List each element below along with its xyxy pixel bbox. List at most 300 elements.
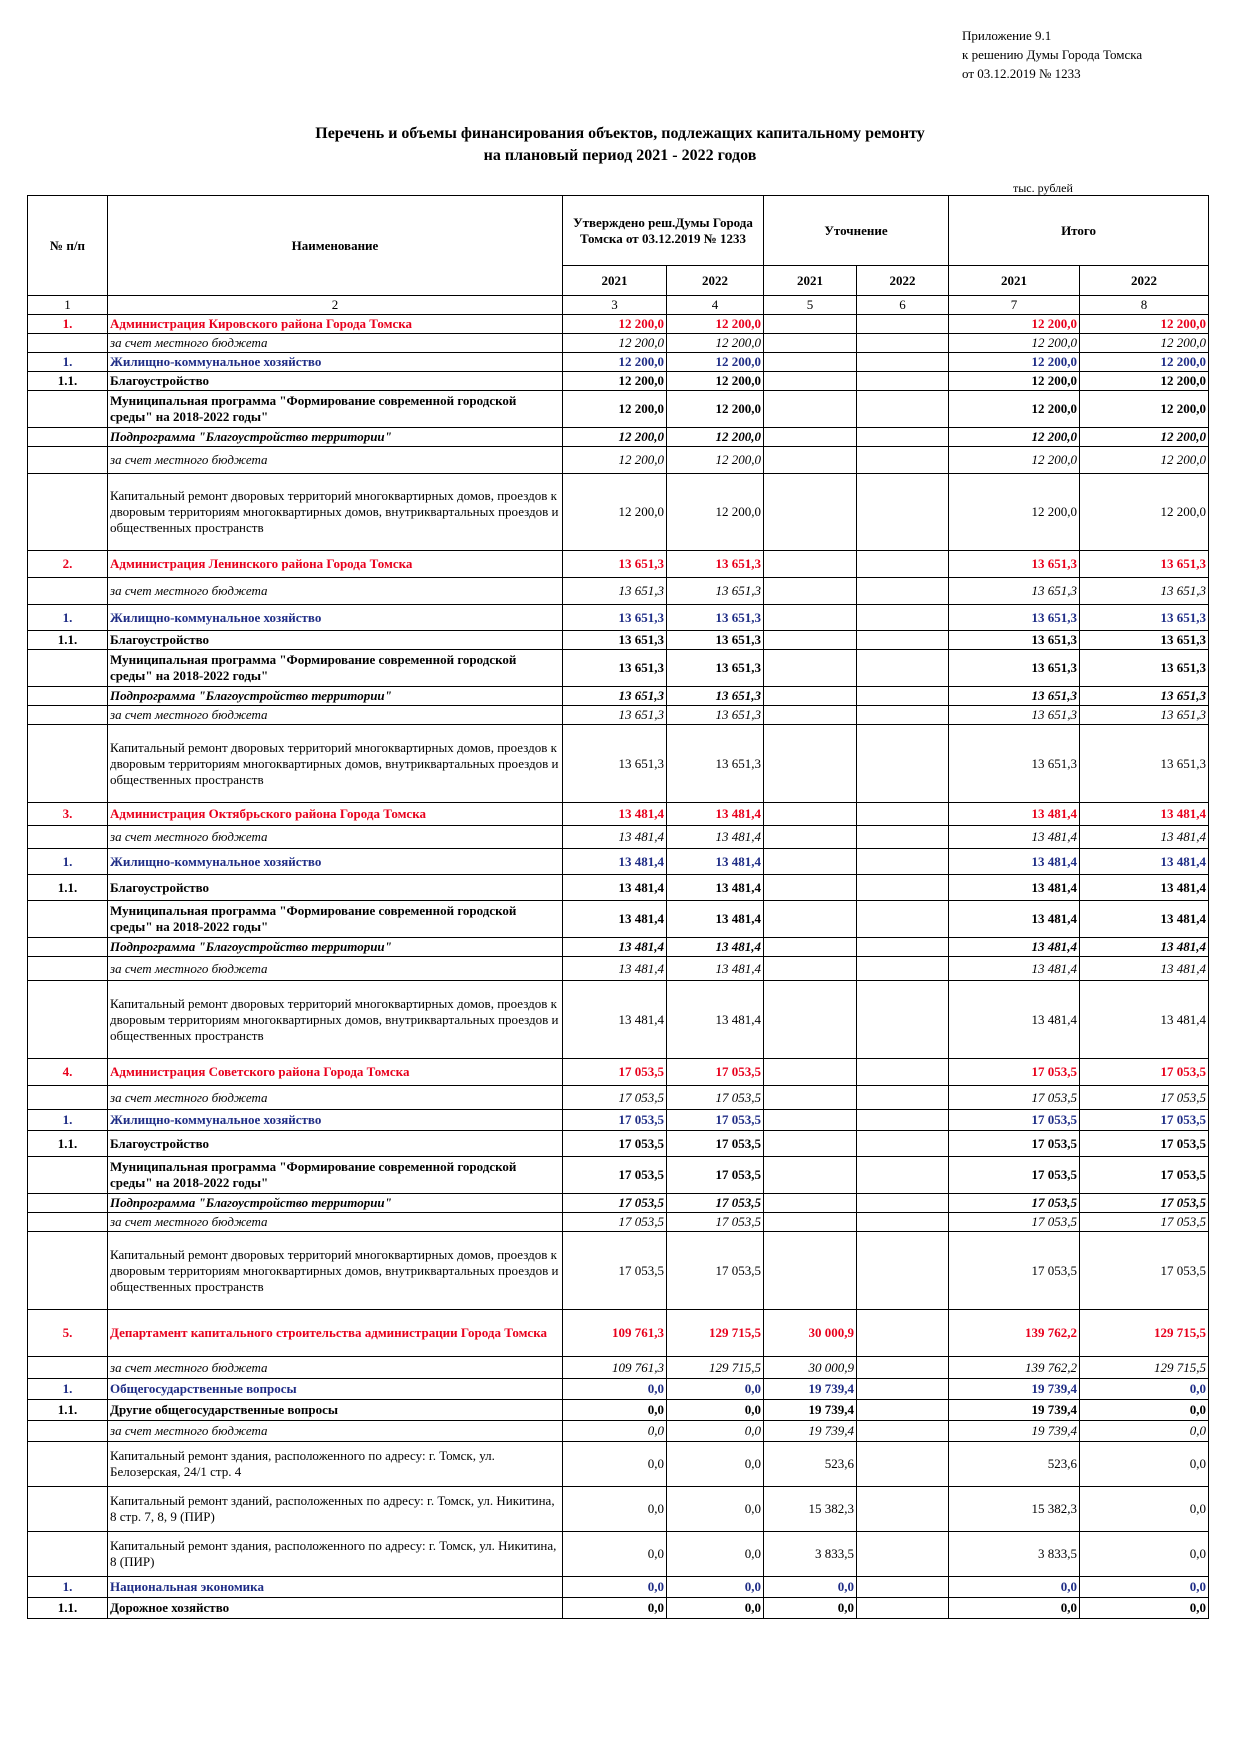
- clarification-2022: [857, 1598, 949, 1619]
- total-2021: 19 739,4: [949, 1400, 1080, 1421]
- total-2022: 13 481,4: [1080, 938, 1209, 957]
- clarification-2022: [857, 1310, 949, 1357]
- row-number: 1.1.: [28, 1598, 108, 1619]
- row-name: за счет местного бюджета: [108, 447, 563, 474]
- table-row: [28, 1131, 1209, 1157]
- approved-2021: 13 481,4: [563, 901, 667, 938]
- total-2021: 13 651,3: [949, 706, 1080, 725]
- approved-2021: 0,0: [563, 1532, 667, 1577]
- approved-2022: 13 481,4: [667, 849, 764, 875]
- appendix-line-1: Приложение 9.1: [962, 28, 1052, 43]
- approved-2022: 129 715,5: [667, 1310, 764, 1357]
- clarification-2021: [764, 901, 857, 938]
- row-name: Муниципальная программа "Формирование современной городской среды" на 2018-2022 годы": [108, 391, 563, 428]
- row-number: [28, 826, 108, 849]
- total-2021: 13 651,3: [949, 650, 1080, 687]
- table-row: [28, 391, 1209, 428]
- clarification-2021: [764, 803, 857, 826]
- approved-2022: 13 651,3: [667, 706, 764, 725]
- column-number: 4: [667, 296, 764, 315]
- total-2021: 17 053,5: [949, 1157, 1080, 1194]
- row-number: 1.: [28, 849, 108, 875]
- total-2021: 13 651,3: [949, 725, 1080, 803]
- total-2022: 17 053,5: [1080, 1157, 1209, 1194]
- row-name: Департамент капитального строительства администрации Города Томска: [108, 1310, 563, 1357]
- row-number: [28, 1213, 108, 1232]
- total-2022: 0,0: [1080, 1442, 1209, 1487]
- total-2022: 13 651,3: [1080, 706, 1209, 725]
- approved-2021: 17 053,5: [563, 1086, 667, 1110]
- approved-2022: 13 651,3: [667, 725, 764, 803]
- appendix-line-2: к решению Думы Города Томска: [962, 47, 1143, 62]
- row-name: за счет местного бюджета: [108, 957, 563, 981]
- total-2022: 17 053,5: [1080, 1131, 1209, 1157]
- approved-2022: 0,0: [667, 1532, 764, 1577]
- row-number: [28, 1357, 108, 1379]
- clarification-2021: [764, 372, 857, 391]
- title-line-2: на плановый период 2021 - 2022 годов: [483, 147, 757, 164]
- table-row: [28, 901, 1209, 938]
- approved-2021: 0,0: [563, 1487, 667, 1532]
- total-2022: 12 200,0: [1080, 353, 1209, 372]
- clarification-2022: [857, 706, 949, 725]
- clarification-2022: [857, 826, 949, 849]
- approved-2022: 12 200,0: [667, 372, 764, 391]
- total-2022: 12 200,0: [1080, 391, 1209, 428]
- row-name: Администрация Кировского района Города Томска: [108, 315, 563, 334]
- approved-2022: 17 053,5: [667, 1194, 764, 1213]
- clarification-2021: [764, 1194, 857, 1213]
- table-row: [28, 578, 1209, 605]
- table-row: [28, 981, 1209, 1059]
- clarification-2021: [764, 578, 857, 605]
- approved-2021: 13 651,3: [563, 706, 667, 725]
- row-number: 1.: [28, 1577, 108, 1598]
- clarification-2022: [857, 1487, 949, 1532]
- row-name: Муниципальная программа "Формирование современной городской среды" на 2018-2022 годы": [108, 650, 563, 687]
- row-name: Муниципальная программа "Формирование современной городской среды" на 2018-2022 годы": [108, 1157, 563, 1194]
- row-number: [28, 938, 108, 957]
- table-row: [28, 605, 1209, 631]
- clarification-2021: [764, 353, 857, 372]
- clarification-2022: [857, 474, 949, 551]
- table-row: [28, 474, 1209, 551]
- page-title: [0, 123, 1240, 167]
- total-2021: 13 481,4: [949, 901, 1080, 938]
- row-number: [28, 1232, 108, 1310]
- table-row: [28, 1421, 1209, 1442]
- total-2022: 13 481,4: [1080, 957, 1209, 981]
- approved-2022: 12 200,0: [667, 474, 764, 551]
- approved-2022: 13 481,4: [667, 938, 764, 957]
- approved-2021: 17 053,5: [563, 1157, 667, 1194]
- row-name: Капитальный ремонт дворовых территорий многоквартирных домов, проездов к дворовым территориям многоквартирных домов, внутриквартальных проездов и общественных пространств: [108, 725, 563, 803]
- row-name: за счет местного бюджета: [108, 1086, 563, 1110]
- row-number: 1.: [28, 1110, 108, 1131]
- total-2022: 13 481,4: [1080, 981, 1209, 1059]
- approved-2021: 0,0: [563, 1442, 667, 1487]
- column-number: 5: [764, 296, 857, 315]
- row-number: [28, 901, 108, 938]
- clarification-2022: [857, 447, 949, 474]
- header-year: 2021: [949, 266, 1080, 296]
- row-number: 4.: [28, 1059, 108, 1086]
- table-header: [28, 196, 1209, 315]
- total-2021: 17 053,5: [949, 1110, 1080, 1131]
- approved-2022: 0,0: [667, 1421, 764, 1442]
- approved-2021: 13 651,3: [563, 650, 667, 687]
- total-2021: 3 833,5: [949, 1532, 1080, 1577]
- clarification-2022: [857, 1532, 949, 1577]
- header-num: № п/п: [28, 196, 108, 296]
- total-2022: 13 481,4: [1080, 849, 1209, 875]
- approved-2022: 13 651,3: [667, 687, 764, 706]
- approved-2022: 13 481,4: [667, 826, 764, 849]
- units-label: тыс. рублей: [1013, 181, 1073, 195]
- approved-2021: 0,0: [563, 1400, 667, 1421]
- clarification-2022: [857, 938, 949, 957]
- clarification-2022: [857, 803, 949, 826]
- row-name: за счет местного бюджета: [108, 706, 563, 725]
- clarification-2022: [857, 849, 949, 875]
- row-number: [28, 1442, 108, 1487]
- total-2022: 0,0: [1080, 1577, 1209, 1598]
- approved-2021: 12 200,0: [563, 353, 667, 372]
- title-line-1: Перечень и объемы финансирования объектов, подлежащих капитальному ремонту: [315, 125, 925, 142]
- row-number: [28, 650, 108, 687]
- table-row: [28, 372, 1209, 391]
- clarification-2022: [857, 650, 949, 687]
- clarification-2022: [857, 315, 949, 334]
- table-row: [28, 725, 1209, 803]
- row-number: [28, 1157, 108, 1194]
- table-row: [28, 1598, 1209, 1619]
- total-2021: 17 053,5: [949, 1059, 1080, 1086]
- row-name: за счет местного бюджета: [108, 1357, 563, 1379]
- row-name: Капитальный ремонт дворовых территорий многоквартирных домов, проездов к дворовым территориям многоквартирных домов, внутриквартальных проездов и общественных пространств: [108, 474, 563, 551]
- total-2021: 13 481,4: [949, 875, 1080, 901]
- table-row: [28, 1110, 1209, 1131]
- approved-2022: 17 053,5: [667, 1086, 764, 1110]
- clarification-2021: [764, 957, 857, 981]
- table-row: [28, 803, 1209, 826]
- approved-2022: 13 651,3: [667, 551, 764, 578]
- row-number: 2.: [28, 551, 108, 578]
- clarification-2021: [764, 1157, 857, 1194]
- total-2022: 17 053,5: [1080, 1110, 1209, 1131]
- row-name: Другие общегосударственные вопросы: [108, 1400, 563, 1421]
- approved-2022: 17 053,5: [667, 1232, 764, 1310]
- header-year: 2021: [563, 266, 667, 296]
- approved-2021: 12 200,0: [563, 428, 667, 447]
- clarification-2021: [764, 551, 857, 578]
- row-name: Благоустройство: [108, 875, 563, 901]
- table-row: [28, 1577, 1209, 1598]
- clarification-2022: [857, 631, 949, 650]
- approved-2021: 12 200,0: [563, 391, 667, 428]
- approved-2022: 0,0: [667, 1598, 764, 1619]
- total-2022: 13 651,3: [1080, 725, 1209, 803]
- clarification-2022: [857, 551, 949, 578]
- approved-2021: 0,0: [563, 1421, 667, 1442]
- clarification-2022: [857, 1577, 949, 1598]
- clarification-2022: [857, 1400, 949, 1421]
- clarification-2022: [857, 1131, 949, 1157]
- row-name: Жилищно-коммунальное хозяйство: [108, 849, 563, 875]
- clarification-2021: [764, 1131, 857, 1157]
- total-2022: 0,0: [1080, 1400, 1209, 1421]
- approved-2022: 0,0: [667, 1400, 764, 1421]
- total-2021: 17 053,5: [949, 1232, 1080, 1310]
- approved-2022: 13 481,4: [667, 957, 764, 981]
- header-year: 2022: [667, 266, 764, 296]
- table-row: [28, 1086, 1209, 1110]
- row-name: Национальная экономика: [108, 1577, 563, 1598]
- table-row: [28, 849, 1209, 875]
- total-2022: 17 053,5: [1080, 1213, 1209, 1232]
- row-name: за счет местного бюджета: [108, 1213, 563, 1232]
- approved-2022: 17 053,5: [667, 1131, 764, 1157]
- row-number: 1.1.: [28, 1400, 108, 1421]
- row-name: Подпрограмма "Благоустройство территории": [108, 687, 563, 706]
- total-2021: 17 053,5: [949, 1131, 1080, 1157]
- clarification-2022: [857, 334, 949, 353]
- total-2022: 13 481,4: [1080, 803, 1209, 826]
- clarification-2022: [857, 981, 949, 1059]
- clarification-2021: [764, 706, 857, 725]
- approved-2022: 13 651,3: [667, 605, 764, 631]
- column-number: 3: [563, 296, 667, 315]
- approved-2022: 13 481,4: [667, 901, 764, 938]
- row-name: Капитальный ремонт здания, расположенного по адресу: г. Томск, ул. Белозерская, 24/1 стр. 4: [108, 1442, 563, 1487]
- table-row: [28, 875, 1209, 901]
- row-name: за счет местного бюджета: [108, 334, 563, 353]
- total-2021: 13 481,4: [949, 849, 1080, 875]
- approved-2022: 17 053,5: [667, 1157, 764, 1194]
- total-2021: 17 053,5: [949, 1213, 1080, 1232]
- table-row: [28, 1442, 1209, 1487]
- clarification-2021: [764, 650, 857, 687]
- total-2022: 0,0: [1080, 1532, 1209, 1577]
- clarification-2022: [857, 1442, 949, 1487]
- row-name: за счет местного бюджета: [108, 1421, 563, 1442]
- clarification-2021: 0,0: [764, 1598, 857, 1619]
- approved-2021: 13 481,4: [563, 938, 667, 957]
- total-2022: 13 651,3: [1080, 578, 1209, 605]
- row-name: Жилищно-коммунальное хозяйство: [108, 605, 563, 631]
- row-number: [28, 391, 108, 428]
- approved-2021: 17 053,5: [563, 1213, 667, 1232]
- approved-2021: 13 651,3: [563, 725, 667, 803]
- row-name: Подпрограмма "Благоустройство территории": [108, 428, 563, 447]
- approved-2021: 13 651,3: [563, 687, 667, 706]
- row-number: [28, 706, 108, 725]
- clarification-2022: [857, 1086, 949, 1110]
- total-2021: 13 481,4: [949, 938, 1080, 957]
- clarification-2022: [857, 578, 949, 605]
- approved-2022: 12 200,0: [667, 334, 764, 353]
- table-row: [28, 650, 1209, 687]
- column-number: 7: [949, 296, 1080, 315]
- approved-2021: 13 481,4: [563, 826, 667, 849]
- approved-2021: 13 651,3: [563, 551, 667, 578]
- total-2022: 17 053,5: [1080, 1194, 1209, 1213]
- clarification-2021: 30 000,9: [764, 1310, 857, 1357]
- total-2022: 13 651,3: [1080, 605, 1209, 631]
- approved-2022: 129 715,5: [667, 1357, 764, 1379]
- clarification-2022: [857, 901, 949, 938]
- total-2021: 13 651,3: [949, 631, 1080, 650]
- approved-2021: 12 200,0: [563, 334, 667, 353]
- total-2022: 12 200,0: [1080, 428, 1209, 447]
- total-2022: 17 053,5: [1080, 1059, 1209, 1086]
- table-row: [28, 938, 1209, 957]
- row-number: [28, 687, 108, 706]
- total-2022: 13 481,4: [1080, 901, 1209, 938]
- clarification-2022: [857, 957, 949, 981]
- approved-2022: 12 200,0: [667, 315, 764, 334]
- clarification-2022: [857, 391, 949, 428]
- approved-2021: 109 761,3: [563, 1310, 667, 1357]
- approved-2022: 12 200,0: [667, 447, 764, 474]
- total-2021: 17 053,5: [949, 1086, 1080, 1110]
- table-row: [28, 428, 1209, 447]
- approved-2022: 0,0: [667, 1577, 764, 1598]
- total-2022: 129 715,5: [1080, 1310, 1209, 1357]
- approved-2022: 17 053,5: [667, 1213, 764, 1232]
- approved-2021: 17 053,5: [563, 1232, 667, 1310]
- approved-2021: 13 651,3: [563, 631, 667, 650]
- clarification-2021: [764, 447, 857, 474]
- approved-2022: 17 053,5: [667, 1059, 764, 1086]
- total-2022: 17 053,5: [1080, 1232, 1209, 1310]
- row-number: 1.1.: [28, 875, 108, 901]
- total-2022: 12 200,0: [1080, 474, 1209, 551]
- row-number: [28, 334, 108, 353]
- total-2021: 15 382,3: [949, 1487, 1080, 1532]
- table-row: [28, 706, 1209, 725]
- clarification-2021: 15 382,3: [764, 1487, 857, 1532]
- total-2022: 12 200,0: [1080, 315, 1209, 334]
- total-2021: 12 200,0: [949, 372, 1080, 391]
- clarification-2022: [857, 353, 949, 372]
- table-row: [28, 1532, 1209, 1577]
- clarification-2022: [857, 372, 949, 391]
- approved-2022: 17 053,5: [667, 1110, 764, 1131]
- approved-2022: 0,0: [667, 1487, 764, 1532]
- row-name: Благоустройство: [108, 372, 563, 391]
- approved-2021: 13 481,4: [563, 957, 667, 981]
- row-number: 1.1.: [28, 372, 108, 391]
- row-name: Капитальный ремонт зданий, расположенных по адресу: г. Томск, ул. Никитина, 8 стр. 7, 8, 9 (ПИР): [108, 1487, 563, 1532]
- approved-2021: 12 200,0: [563, 315, 667, 334]
- table-row: [28, 1157, 1209, 1194]
- total-2022: 12 200,0: [1080, 447, 1209, 474]
- row-number: 1.: [28, 353, 108, 372]
- clarification-2021: [764, 605, 857, 631]
- financing-table: [27, 195, 1209, 1619]
- total-2022: 12 200,0: [1080, 372, 1209, 391]
- row-name: Общегосударственные вопросы: [108, 1379, 563, 1400]
- total-2022: 0,0: [1080, 1487, 1209, 1532]
- clarification-2021: [764, 334, 857, 353]
- row-number: [28, 1487, 108, 1532]
- row-number: [28, 474, 108, 551]
- clarification-2021: [764, 1059, 857, 1086]
- total-2022: 0,0: [1080, 1598, 1209, 1619]
- total-2021: 0,0: [949, 1577, 1080, 1598]
- approved-2022: 12 200,0: [667, 391, 764, 428]
- total-2021: 13 481,4: [949, 826, 1080, 849]
- total-2022: 13 651,3: [1080, 551, 1209, 578]
- total-2022: 13 651,3: [1080, 687, 1209, 706]
- clarification-2022: [857, 687, 949, 706]
- approved-2022: 13 651,3: [667, 650, 764, 687]
- clarification-2022: [857, 1232, 949, 1310]
- clarification-2022: [857, 875, 949, 901]
- total-2022: 12 200,0: [1080, 334, 1209, 353]
- approved-2021: 17 053,5: [563, 1194, 667, 1213]
- table-row: [28, 1213, 1209, 1232]
- approved-2022: 12 200,0: [667, 428, 764, 447]
- clarification-2022: [857, 1194, 949, 1213]
- total-2021: 12 200,0: [949, 353, 1080, 372]
- total-2021: 13 481,4: [949, 803, 1080, 826]
- clarification-2021: 3 833,5: [764, 1532, 857, 1577]
- clarification-2021: [764, 725, 857, 803]
- total-2021: 13 651,3: [949, 687, 1080, 706]
- total-2021: 139 762,2: [949, 1310, 1080, 1357]
- total-2021: 0,0: [949, 1598, 1080, 1619]
- approved-2021: 0,0: [563, 1598, 667, 1619]
- clarification-2022: [857, 605, 949, 631]
- row-number: [28, 1194, 108, 1213]
- clarification-2021: [764, 474, 857, 551]
- approved-2022: 13 481,4: [667, 803, 764, 826]
- total-2021: 12 200,0: [949, 391, 1080, 428]
- table-row: [28, 1059, 1209, 1086]
- table-body: [28, 315, 1209, 1619]
- total-2021: 19 739,4: [949, 1421, 1080, 1442]
- approved-2022: 13 481,4: [667, 981, 764, 1059]
- column-number: 8: [1080, 296, 1209, 315]
- header-approved: Утверждено реш.Думы Города Томска от 03.12.2019 № 1233: [563, 196, 764, 266]
- table-row: [28, 957, 1209, 981]
- total-2021: 13 651,3: [949, 578, 1080, 605]
- table-row: [28, 1357, 1209, 1379]
- total-2021: 523,6: [949, 1442, 1080, 1487]
- approved-2021: 13 651,3: [563, 578, 667, 605]
- clarification-2021: 523,6: [764, 1442, 857, 1487]
- table-row: [28, 687, 1209, 706]
- clarification-2022: [857, 1110, 949, 1131]
- table-row: [28, 334, 1209, 353]
- row-name: Администрация Советского района Города Томска: [108, 1059, 563, 1086]
- approved-2021: 17 053,5: [563, 1131, 667, 1157]
- approved-2021: 17 053,5: [563, 1059, 667, 1086]
- total-2021: 12 200,0: [949, 315, 1080, 334]
- clarification-2021: [764, 1232, 857, 1310]
- approved-2021: 13 651,3: [563, 605, 667, 631]
- header-year: 2022: [857, 266, 949, 296]
- table-row: [28, 826, 1209, 849]
- row-number: [28, 1421, 108, 1442]
- clarification-2022: [857, 1157, 949, 1194]
- total-2022: 13 651,3: [1080, 650, 1209, 687]
- clarification-2021: [764, 428, 857, 447]
- table-row: [28, 1232, 1209, 1310]
- clarification-2021: 0,0: [764, 1577, 857, 1598]
